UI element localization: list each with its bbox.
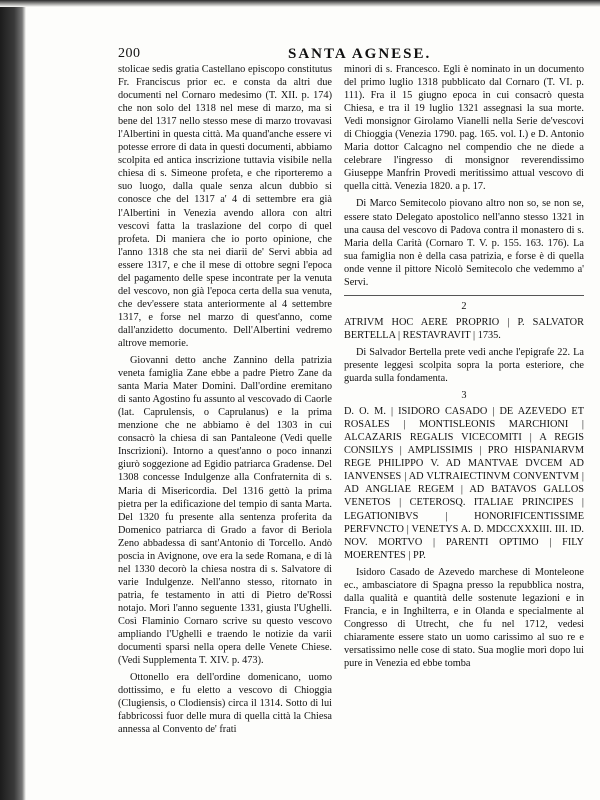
section-divider	[344, 295, 584, 296]
paragraph-semitecolo: Di Marco Semitecolo piovano altro non so, se non se, essere stato Delegato apostolico nell'anno stesso 1321 in una causa del vescovo di Padova contra il monastero di s. Maria della Carità (Cornaro T. V. p. 155. 163. 176). La sua famiglia non è della casa patrizia, e forse è di quella onde venne il pittore Nicolò Semitecolo che vedemmo a' Servi.	[344, 198, 584, 288]
inscription-number-3: 3	[461, 390, 467, 402]
inscription-3-note: Isidoro Casado de Azevedo marchese di Monteleone ec., ambasciatore di Spagna presso la repubblica nostra, dalla qualità e quantità delle sostenute legazioni e in Francia, e in Inghilterra, e in Olanda e specialmente al Congresso di Utrecht, che fu nel 1712, vedesi chiaramente essere stato un uomo carissimo al suo re e versatissimo nelle cose di stato. Sua moglie morì dopo lui pure in Venezia ed ebbe tomba	[344, 566, 584, 670]
inscription-2-note: Di Salvador Bertella prete vedi anche l'epigrafe 22. La presente leggesi scolpita sopra la porta esteriore, che guarda sulla fondamenta.	[344, 346, 584, 385]
inscription-2-text: ATRIVM HOC AERE PROPRIO | P. SALVATOR BERTELLA | RESTAVRAVIT | 1735.	[344, 316, 584, 341]
binding-shadow	[0, 0, 26, 800]
running-title: SANTA AGNESE.	[288, 46, 432, 62]
paragraph-albertini: stolicae sedis gratia Castellano episcopo constitutus Fr. Franciscus prior ec. e consta da altri due documenti nel Cornaro medesimo (T. XII. p. 174) che non solo del 1318 nel mese di marzo, ma si bene del 1317 nello stesso mese di marzo trovavasi l'Albertini in questa città. Ma quand'anche essere vi potesse errore di data in questi documenti, abbiamo scolpita ed antica inscrizione tuttavia visibile nella chiesa di s. Simeone profeta, e che riporteremo a suo luogo, dalla quale senza alcun dubbio si conosce che del 1317 a' 4 di settembre era già l'Albertini in Venezia avendo allora con altri vescovi fatta la traslazione del corpo di quel profeta. Di maniera che io porto opinione, che l'anno 1318 che sta nei diarii de' Servi abbia ad essere 1317, e che il mese di ottobre segni l'epoca del pagamento delle spese incontrate per la venuta del vescovo, non già l'epoca certa della sua venuta, che dev'essere stata anteriormente al 4 settembre 1317, e forse nel marzo di quest'anno, come dall'anzidetto documento. Dell'Albertini vedremo altrove memorie.	[118, 64, 332, 349]
paragraph-giovanni-zane: Giovanni detto anche Zannino della patrizia veneta famiglia Zane ebbe a padre Pietro Zane da santa Maria Mater Domini. Dall'ordine eremitano di santo Agostino fu assunto al vescovado di Caorle (lat. Caprulensis, o Caprulanus) e la prima menzione che ne abbiamo è del 1303 in cui consacrò la chiesa di san Pantaleone (Vedi quelle Inscrizioni). Intorno a quest'anno o poco innanzi giurò soggezione ad Egidio patriarca Gradense. Del 1308 concesse Indulgenze alla Confraternita di s. Maria di Misericordia. Del 1316 gettò la prima pietra per la edificazione del tempio di santa Marta. Del 1320 fu presente alla sentenza proferita da Domenico patriarca di Grado a favor di Beriola Zeno abbadessa di sant'Antonio di Torcello. Andò poscia in Avignone, ove era la sede Romana, e di là nel 1330 decorò la chiesa nostra di s. Salvatore di varie Indulgenze. Nell'anno stesso, ritornato in patria, fe testamento in atti di Pietro de'Rossi notajo. Morì l'anno seguente 1331, giusta l'Ughelli. Così Flaminio Cornaro scrive su questo vescovo ampliando l'Ughelli e traendo le notizie da varii documenti sparsi nella opera delle Venete Chiese. (Vedi Supplementa T. XIV. p. 473).	[118, 355, 332, 667]
page-header	[118, 46, 588, 64]
right-column	[344, 63, 584, 670]
page-number: 200	[118, 46, 141, 61]
inscription-3-text: D. O. M. | ISIDORO CASADO | DE AZEVEDO ET ROSALES | MONTISLEONIS MARCHIONI | ALCAZARIS REGALIS VICECOMITI | A REGIS CONSILYS | AMPLISSIMIS | PRO HISPANIARVM REGE PHILIPPO V. AD MANTVAE DVCEM AD IANVENSES | AD VLTRAIECTINVM CONVENTVM | AD ANGLIAE REGEM | AD BATAVOS GALLOS VENETOS | CETEROSQ. ITALIAE PRINCIPES | LEGATIONIBVS | HONORIFICENTISSIME PERFVNCTO | VENETYS A. D. MDCCXXXIII. III. ID. NOV. MORTVO | PARENTI OPTIMO | FILY MOERENTES | PP.	[344, 406, 584, 561]
left-column	[118, 63, 332, 736]
inscription-number-2: 2	[461, 300, 467, 312]
paragraph-ottonello: Ottonello era dell'ordine domenicano, uomo dottissimo, e fu eletto a vescovo di Chioggia (Clugiensis, o Clodiensis) circa il 1314. Sotto di lui fabbricossi fuor delle mura di quella città la Chiesa annessa al Convento de' frati	[118, 672, 332, 736]
top-shadow	[0, 0, 600, 7]
paragraph-ottonello-cont: minori di s. Francesco. Egli è nominato in un documento del primo luglio 1318 pubblicato dal Cornaro (T. VI. p. 111). Fra il 15 giugno epoca in cui consacrò questa Chiesa, e tra il 19 luglio 1321 assegnasi la sua morte. Vedi monsignor Girolamo Vianelli nella Serie de'vescovi di Chioggia (Venezia 1790. pag. 165. vol. I.) e D. Antonio Maria dottor Calcagno nel compendio che ne diede a celebrare l'ingresso di monsignor reverendissimo Giuseppe Manfrin Provedi meritissimo attual vescovo di quella città. Venezia 1820. a p. 17.	[344, 64, 584, 193]
